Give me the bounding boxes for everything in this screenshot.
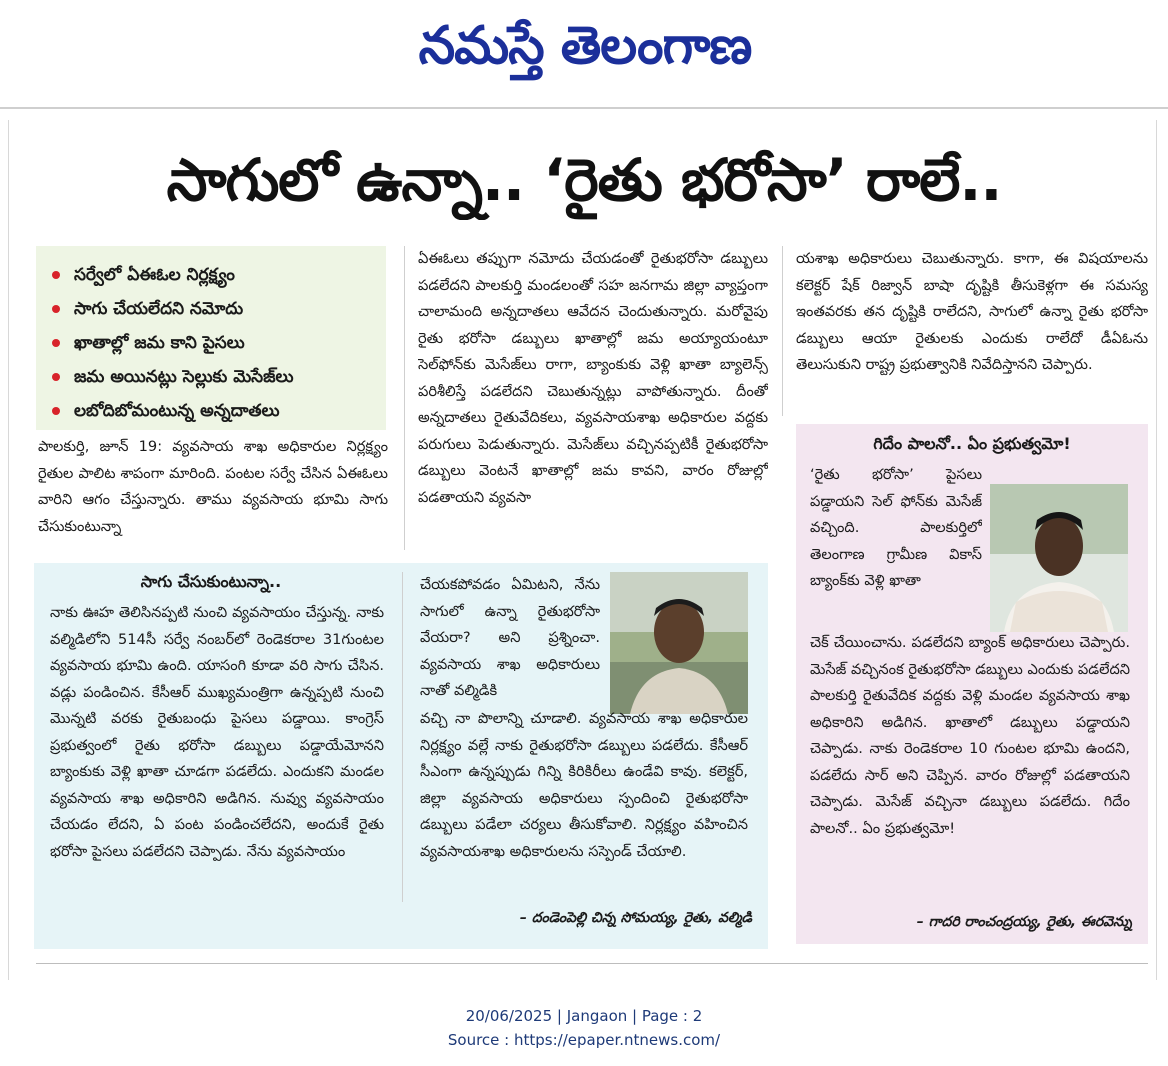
column-divider [402,572,403,902]
frame-right-border [1156,120,1157,980]
box1-column-1: నాకు ఊహ తెలిసినప్పటి నుంచి వ్యవసాయం చేస్తున్న. నాకు వల్మిడిలోని 514సీ సర్వే నంబర్‌లో రెండెకరాల 31గుంటల వ్యవసాయ భూమి ఉంది. యాసంగి కూడా వరి సాగు చేసిన. వడ్లు పండించిన. కేసీఆర్ ముఖ్యమంత్రిగా ఉన్నప్పటి నుంచి మొన్నటి వరకు రైతుబంధు పైసలు పడ్డాయి. కాంగ్రెస్ ప్రభుత్వంలో రైతు భరోసా డబ్బులు పడ్డాయేమోనని బ్యాంకుకు వెళ్లి ఖాతా చూడగా పడలేదు. ఎందుకని మండల వ్యవసాయ శాఖ అధికారిని అడిగిన. నువ్వు వ్యవసాయం చేయడం లేదని, ఏ పంట పండించలేదని, అందుకే రైతు భరోసా పైసలు పడలేదని చెప్పాడు. నేను వ్యవసాయం [50,604,384,860]
bullet-dot-icon [52,305,60,313]
article-column-1: పాలకుర్తి, జూన్ 19: వ్యవసాయ శాఖ అధికారుల నిర్లక్ష్యం రైతుల పాలిట శాపంగా మారింది. పంటల సర్వే చేసిన ఏఈఓలు వారిని ఆగం చేస్తున్నారు. తాము వ్యవసాయ భూమి సాగు చేసుకుంటున్నా [38,438,388,535]
box-title: సాగు చేసుకుంటున్నా.. [140,572,282,591]
farmer-photo [990,484,1128,632]
column-divider [782,246,783,416]
highlight-item: ఖాతాల్లో జమ కాని పైసలు [52,326,386,360]
highlights-box [36,246,386,430]
highlights-list [36,246,386,428]
box2-text-top: ‘రైతు భరోసా’ పైసలు పడ్డాయని సెల్ ఫోన్‌కు మెసేజ్ వచ్చింది. పాలకుర్తిలో తెలంగాణ గ్రామీణ వికాస్ బ్యాంక్‌కు వెళ్లి ఖాతా [810,466,982,589]
box2-text-bottom: చెక్ చేయించాను. పడలేదని బ్యాంక్ అధికారులు చెప్పారు. మెసేజ్ వచ్చినంక రైతుభరోసా డబ్బులు ఎందుకు పడలేదని పాలకుర్తి రైతువేదిక వద్దకు వెళ్లి మండల వ్యవసాయ శాఖ అధికారిని అడిగిన. ఖాతాలో డబ్బులు పడ్డాయని చెప్పాడు. నాకు రెండెకరాల 10 గుంటల భూమి ఉందని, పడలేదు సార్ అని చెప్పిన. వారం రోజుల్లో పడతాయని చెప్పాడు. మెసేజ్ వచ్చినా డబ్బులు పడలేదు. గిదేం పాలనో.. ఏం ప్రభుత్వమో! [810,634,1130,837]
box1-column-2-top: చేయకపోవడం ఏమిటని, నేను సాగులో ఉన్నా రైతుభరోసా వేయరా? అని ప్రశ్నించా. వ్యవసాయ శాఖ అధికారులు నాతో వల్మిడికి [420,576,600,699]
signature: – గాదరి రాంచంద్రయ్య, రైతు, ఈరవెన్ను [916,914,1132,930]
newspaper-logo: నమస్తే తెలంగాణ [418,16,752,76]
farmer-portrait-icon [610,572,748,714]
bullet-dot-icon [52,271,60,279]
highlight-item: లబోదిబోమంటున్న అన్నదాతలు [52,394,386,428]
farmer-portrait-icon [990,484,1128,632]
bullet-dot-icon [52,407,60,415]
box-title: గిదేం పాలనో.. ఏం ప్రభుత్వమో! [873,434,1071,453]
source-link[interactable]: Source : https://epaper.ntnews.com/ [447,1031,721,1049]
column-divider [404,246,405,550]
signature: – దండెంపెల్లి చిన్న సోమయ్య, రైతు, వల్మిడి [519,910,752,926]
highlight-item: జమ అయినట్లు సెల్లుకు మెసేజ్‌లు [52,360,386,394]
frame-left-border [8,120,9,980]
bullet-dot-icon [52,373,60,381]
highlight-item: సర్వేలో ఏఈఓల నిర్లక్ష్యం [52,258,386,292]
masthead-rule [0,107,1168,109]
article-column-2: ఏఈఓలు తప్పుగా నమోదు చేయడంతో రైతుభరోసా డబ్బులు పడలేదని పాలకుర్తి మండలంతో సహ జనగామ జిల్లా వ్యాప్తంగా చాలామంది అన్నదాతలు ఆవేదన చెందుతున్నారు. మరోవైపు రైతు భరోసా డబ్బులు ఖాతాల్లో జమ అయ్యాయంటూ సెల్‌ఫోన్‌కు మెసేజ్‌లు రాగా, బ్యాంకుకు వెళ్లి ఖాతా బ్యాలెన్స్ పరిశీలిస్తే పడలేదని చెబుతున్నట్లు వాపోతున్నారు. దీంతో అన్నదాతలు రైతువేదికలు, వ్యవసాయశాఖ అధికారుల వద్దకు పరుగులు పెడుతున్నారు. మెసేజ్‌లు వచ్చినప్పటికీ రైతుభరోసా డబ్బులు వెంటనే ఖాతాల్లో జమ కావని, వారం రోజుల్లో పడతాయని వ్యవసా [418,250,768,506]
bottom-rule [36,963,1148,964]
masthead [0,0,1168,96]
farmer-photo [610,572,748,714]
bullet-dot-icon [52,339,60,347]
edition-info: 20/06/2025 | Jangaon | Page : 2 [465,1007,703,1025]
highlight-item: సాగు చేయలేదని నమోదు [52,292,386,326]
box1-column-2-bottom: వచ్చి నా పొలాన్ని చూడాలి. వ్యవసాయ శాఖ అధికారుల నిర్లక్ష్యం వల్లే నాకు రైతుభరోసా డబ్బులు పడలేదు. కేసీఆర్ సీఎంగా ఉన్నప్పుడు గిన్ని కిరికిరీలు ఉండేవి కావు. కలెక్టర్, జిల్లా వ్యవసాయ అధికారులు స్పందించి రైతుభరోసా డబ్బులు పడేలా చర్యలు తీసుకోవాలి. నిర్లక్ష్యం వహించిన వ్యవసాయశాఖ అధికారులను సస్పెండ్ చేయాలి. [420,710,748,860]
headline: సాగులో ఉన్నా.. ‘రైతు భరోసా’ రాలే.. [166,146,1002,214]
article-column-3: యశాఖ అధికారులు చెబుతున్నారు. కాగా, ఈ విషయాలను కలెక్టర్ షేక్ రిజ్వాన్ బాషా దృష్టికి తీసుకెళ్లగా ఈ సమస్య ఇంతవరకు తన దృష్టికి రాలేదని, సాగులో ఉన్నా రైతు భరోసా డబ్బులు ఆయా రైతులకు ఎందుకు రాలేదో డీఏఓను తెలుసుకుని రాష్ట్ర ప్రభుత్వానికి నివేదిస్తానని చెప్పారు. [796,250,1148,373]
footer [0,1004,1168,1052]
